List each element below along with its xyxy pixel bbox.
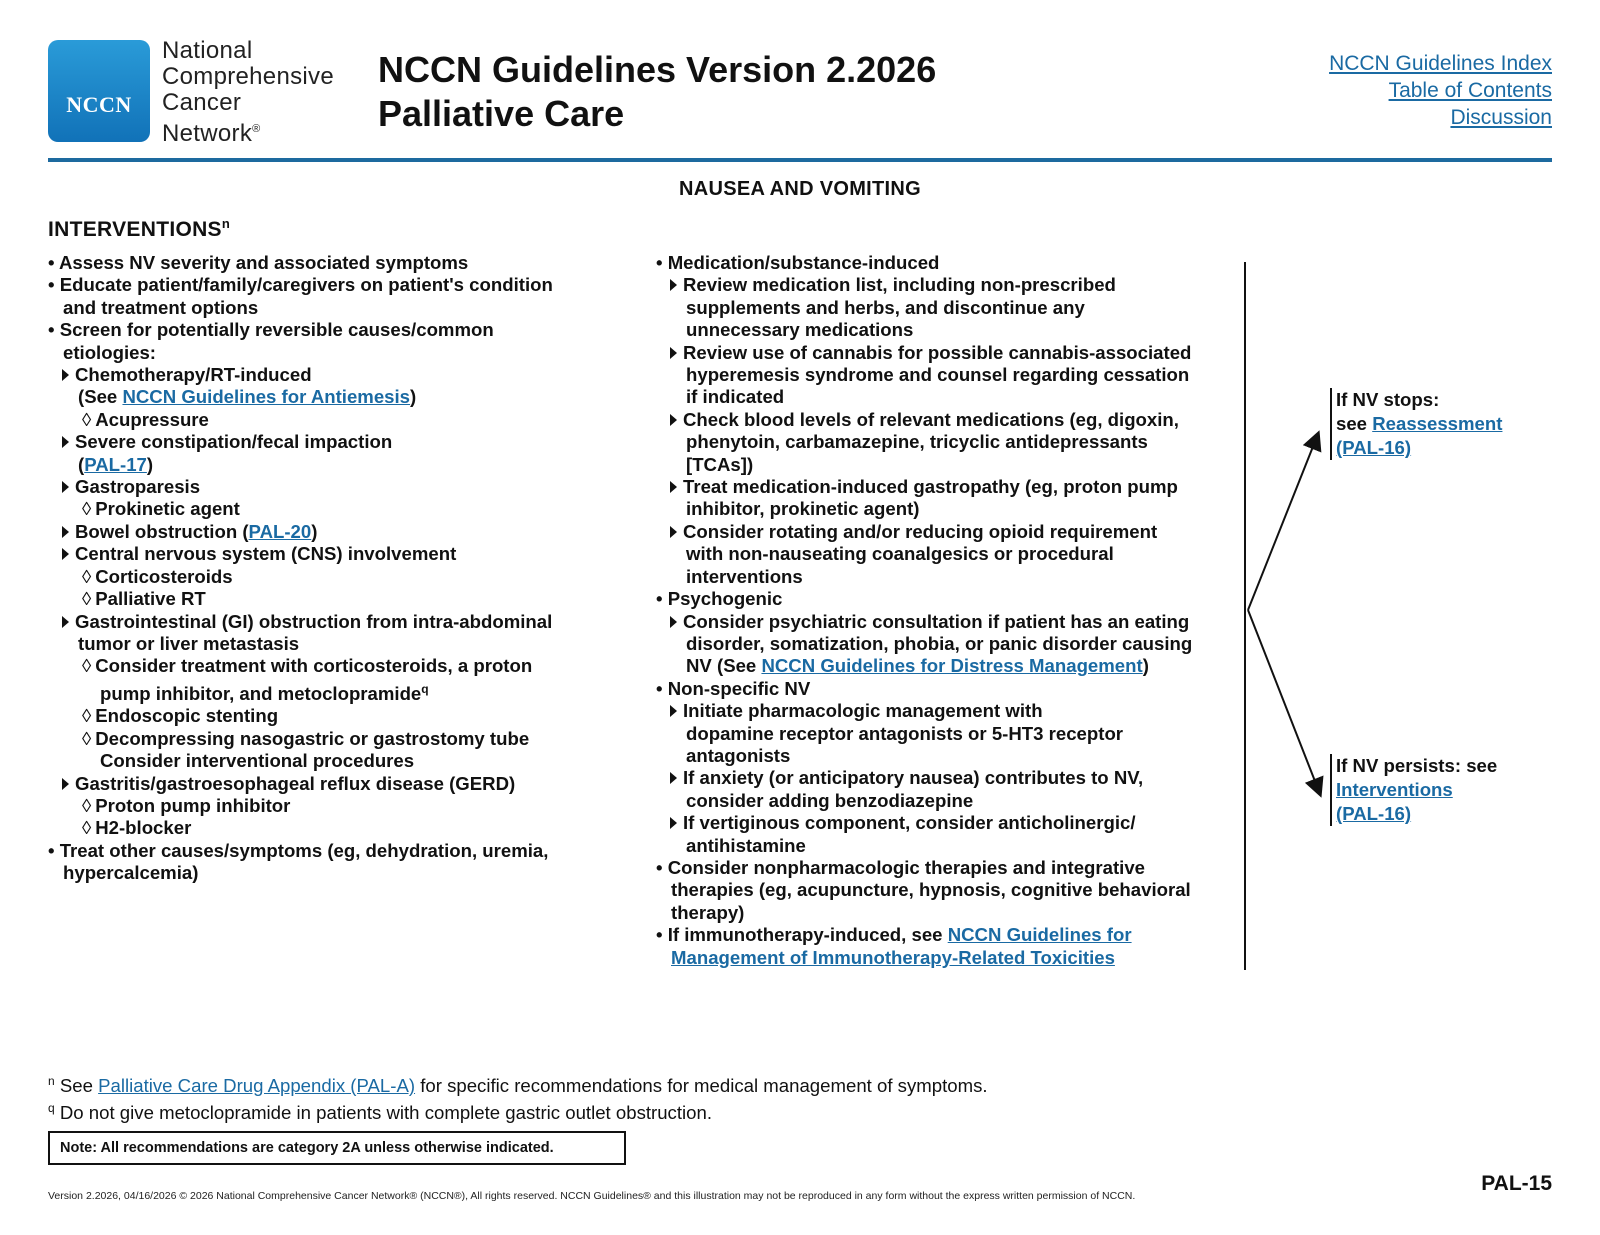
diamond-bullet-icon: ◊ <box>82 565 92 587</box>
logo-line: Comprehensive <box>162 63 334 90</box>
triangle-bullet-icon <box>62 616 69 628</box>
list-item-cont <box>656 947 1192 969</box>
copyright: Version 2.2026, 04/16/2026 © 2026 National Comprehensive Cancer Network® (NCCN®), All rights reserved. NCCN Guidelines® and this illustration may not be reproduced in any form without the express written permission of NCCN. <box>48 1190 1136 1202</box>
page-id: PAL-15 <box>1481 1172 1552 1195</box>
sub-sub-item-text: H2-blocker <box>95 817 192 839</box>
sub-item <box>656 700 1192 722</box>
sub-item <box>656 521 1192 543</box>
diamond-bullet-icon: ◊ <box>82 817 92 839</box>
sub-item <box>48 431 553 453</box>
sub-item <box>48 773 553 795</box>
drug-appendix-link[interactable]: Palliative Care Drug Appendix (PAL-A) <box>98 1075 416 1097</box>
sub-item-text: Review use of cannabis for possible cannabis-associated <box>683 341 1192 363</box>
sub-item <box>656 812 1192 834</box>
sub-sub-item-text: Endoscopic stenting <box>95 705 279 727</box>
footnote-q <box>48 1097 988 1124</box>
sub-sub-item <box>48 588 553 610</box>
triangle-bullet-icon <box>62 369 69 381</box>
sub-item-cont: with non-nauseating coanalgesics or procedural <box>686 543 1114 565</box>
sub-sub-item <box>48 498 553 520</box>
diamond-bullet-icon: ◊ <box>82 408 92 430</box>
sub-item-cont: inhibitor, prokinetic agent) <box>686 498 920 520</box>
list-item: • Screen for potentially reversible causes/common <box>48 319 553 341</box>
sub-sub-item-text: Proton pump inhibitor <box>95 794 291 816</box>
sub-item-cont: consider adding benzodiazepine <box>686 789 974 811</box>
footnotes <box>48 1070 988 1124</box>
sub-item <box>48 611 553 633</box>
sub-sub-item-cont: Consider interventional procedures <box>100 750 415 772</box>
discussion-link[interactable]: Discussion <box>1450 106 1552 129</box>
section-title: NAUSEA AND VOMITING <box>679 178 921 200</box>
sub-item <box>48 364 553 386</box>
branch-arrows <box>1240 420 1340 820</box>
sub-item-text: Initiate pharmacologic management with <box>683 700 1043 722</box>
top-navigation <box>1329 50 1552 131</box>
sub-sub-item-text: Acupressure <box>95 408 209 430</box>
triangle-bullet-icon <box>62 481 69 493</box>
sub-item-cont: [TCAs]) <box>686 453 754 475</box>
middle-column <box>656 252 1192 969</box>
list-item-cont: therapies (eg, acupuncture, hypnosis, cognitive behavioral <box>671 879 1191 901</box>
sub-item-cont: disorder, somatization, phobia, or panic disorder causing <box>686 632 1193 654</box>
outcome-nv-stops <box>1330 388 1502 460</box>
diamond-bullet-icon: ◊ <box>82 498 92 520</box>
pal-17-link[interactable]: PAL-17 <box>84 453 147 475</box>
diamond-bullet-icon: ◊ <box>82 588 92 610</box>
diamond-bullet-icon: ◊ <box>82 655 92 677</box>
sub-item <box>656 274 1192 296</box>
sub-item-cont: phenytoin, carbamazepine, tricyclic antidepressants <box>686 431 1148 453</box>
list-item <box>656 924 1192 946</box>
list-item-cont: etiologies: <box>63 341 156 363</box>
reassessment-link[interactable]: Reassessment <box>1372 413 1503 434</box>
list-item: • Non-specific NV <box>656 678 1192 700</box>
sub-sub-item-text: Corticosteroids <box>95 565 233 587</box>
footnote-mark: n <box>48 1074 55 1088</box>
logo-line: Cancer <box>162 89 242 116</box>
list-item: • Consider nonpharmacologic therapies and integrative <box>656 857 1192 879</box>
text: ) <box>410 386 417 408</box>
list-item: • Medication/substance-induced <box>656 252 1192 274</box>
outcome-text: If NV stops: <box>1336 389 1440 410</box>
sub-item <box>48 521 553 543</box>
title-line-1: NCCN Guidelines Version 2.2026 <box>378 49 937 90</box>
pal-16-link[interactable]: (PAL-16) <box>1336 803 1412 824</box>
text: for specific recommendations for medical management of symptoms. <box>415 1075 988 1097</box>
triangle-bullet-icon <box>670 817 677 829</box>
sub-item-text: Bowel obstruction ( <box>75 520 249 542</box>
sub-item-text: Chemotherapy/RT-induced <box>75 364 312 386</box>
triangle-bullet-icon <box>62 548 69 560</box>
text: ) <box>146 453 154 475</box>
list-item: • Educate patient/family/caregivers on patient's condition <box>48 274 553 296</box>
sub-sub-item-text: Consider treatment with corticosteroids, a proton <box>95 655 533 677</box>
sub-sub-item-cont <box>48 678 553 706</box>
sub-item-cont: supplements and herbs, and discontinue any <box>686 296 1085 318</box>
list-item: • Psychogenic <box>656 588 1192 610</box>
list-item: • Treat other causes/symptoms (eg, dehydration, uremia, <box>48 840 553 862</box>
footnote-ref: n <box>221 216 231 231</box>
sub-item-cont: unnecessary medications <box>686 319 914 341</box>
sub-item <box>48 543 553 565</box>
triangle-bullet-icon <box>62 526 69 538</box>
guidelines-index-link[interactable]: NCCN Guidelines Index <box>1329 52 1552 75</box>
triangle-bullet-icon <box>670 481 677 493</box>
text: NV (See <box>686 655 762 677</box>
triangle-bullet-icon <box>670 616 677 628</box>
footnote-mark: q <box>48 1101 55 1116</box>
sub-item <box>656 409 1192 431</box>
text: ) <box>311 520 318 542</box>
logo-mark: NCCN <box>66 92 132 117</box>
immunotherapy-toxicities-link[interactable]: NCCN Guidelines for <box>947 924 1132 946</box>
pal-16-link[interactable]: (PAL-16) <box>1336 437 1412 458</box>
sub-item <box>656 342 1192 364</box>
sub-item-cont: antihistamine <box>686 834 806 856</box>
sub-sub-item-text: Prokinetic agent <box>95 498 240 520</box>
text: ( <box>78 453 85 475</box>
outcome-nv-persists <box>1330 754 1497 826</box>
sub-item-text: Gastroparesis <box>75 476 201 498</box>
triangle-bullet-icon <box>670 772 677 784</box>
sub-item <box>656 611 1192 633</box>
left-column <box>48 252 553 885</box>
sub-item-cont <box>48 386 553 408</box>
text: pump inhibitor, and metoclopramide <box>100 682 422 704</box>
sub-item-cont: tumor or liver metastasis <box>78 632 300 654</box>
text: If immunotherapy-induced, see <box>667 924 948 946</box>
logo-wordmark <box>162 38 334 147</box>
sub-item-cont: dopamine receptor antagonists or 5-HT3 receptor <box>686 722 1124 744</box>
footnote-n <box>48 1070 988 1097</box>
arrow-down <box>1248 610 1320 794</box>
sub-item <box>656 767 1192 789</box>
logo-line: National <box>162 37 253 64</box>
page-title <box>378 48 936 136</box>
sub-item-text: Severe constipation/fecal impaction <box>75 431 393 453</box>
triangle-bullet-icon <box>670 526 677 538</box>
list-item-cont: and treatment options <box>63 296 259 318</box>
outcome-text: If NV persists: see <box>1336 755 1498 776</box>
table-of-contents-link[interactable]: Table of Contents <box>1388 79 1552 102</box>
sub-sub-item-text: Palliative RT <box>95 588 206 610</box>
sub-item-text: Review medication list, including non-prescribed <box>683 274 1116 296</box>
sub-item-text: Central nervous system (CNS) involvement <box>75 543 457 565</box>
footnote-ref: q <box>421 681 429 696</box>
header-divider <box>48 158 1552 162</box>
triangle-bullet-icon <box>62 436 69 448</box>
text: ) <box>1142 655 1149 677</box>
sub-item-text: Treat medication-induced gastropathy (eg, proton pump <box>683 476 1178 498</box>
nccn-logo <box>48 40 150 142</box>
sub-item-cont <box>656 655 1192 677</box>
sub-sub-item <box>48 728 553 750</box>
sub-item <box>656 476 1192 498</box>
title-line-2: Palliative Care <box>378 93 625 134</box>
triangle-bullet-icon <box>670 279 677 291</box>
sub-item-text: Check blood levels of relevant medications (eg, digoxin, <box>683 408 1179 430</box>
interventions-heading <box>48 216 230 242</box>
interventions-link[interactable]: Interventions <box>1336 779 1453 800</box>
outcome-text: see <box>1336 413 1373 434</box>
sub-item-cont: antagonists <box>686 744 791 766</box>
sub-sub-item <box>48 795 553 817</box>
sub-item-cont: hyperemesis syndrome and counsel regarding cessation <box>686 364 1190 386</box>
registered-mark: ® <box>252 123 261 135</box>
sub-item-text: Consider psychiatric consultation if patient has an eating <box>683 610 1190 632</box>
immunotherapy-toxicities-link-cont[interactable]: Management of Immunotherapy-Related Toxicities <box>671 946 1115 968</box>
antiemesis-guidelines-link[interactable]: NCCN Guidelines for Antiemesis <box>122 386 411 408</box>
interventions-heading-text: INTERVENTIONS <box>48 218 222 241</box>
text: Do not give metoclopramide in patients with complete gastric outlet obstruction. <box>59 1102 713 1124</box>
arrow-up <box>1248 434 1318 610</box>
list-item-cont: hypercalcemia) <box>63 862 199 884</box>
sub-item-text: Gastrointestinal (GI) obstruction from intra-abdominal <box>75 610 553 632</box>
sub-sub-item <box>48 817 553 839</box>
sub-sub-item <box>48 655 553 677</box>
sub-item-text: If vertiginous component, consider anticholinergic/ <box>683 812 1136 834</box>
pal-20-link[interactable]: PAL-20 <box>248 520 312 542</box>
distress-management-guidelines-link[interactable]: NCCN Guidelines for Distress Management <box>761 655 1143 677</box>
sub-sub-item <box>48 409 553 431</box>
sub-item-cont: if indicated <box>686 386 785 408</box>
triangle-bullet-icon <box>62 778 69 790</box>
list-item: • Assess NV severity and associated symptoms <box>48 252 553 274</box>
sub-item-cont: interventions <box>686 565 803 587</box>
text: (See <box>78 386 123 408</box>
triangle-bullet-icon <box>670 347 677 359</box>
sub-item-cont <box>48 454 553 476</box>
category-note: Note: All recommendations are category 2A unless otherwise indicated. <box>48 1131 626 1165</box>
logo-line: Network <box>162 120 253 147</box>
sub-sub-item <box>48 705 553 727</box>
diamond-bullet-icon: ◊ <box>82 794 92 816</box>
diamond-bullet-icon: ◊ <box>82 705 92 727</box>
sub-item <box>48 476 553 498</box>
text: See <box>59 1075 99 1097</box>
sub-item-text: Gastritis/gastroesophageal reflux disease (GERD) <box>75 772 516 794</box>
sub-item-text: Consider rotating and/or reducing opioid requirement <box>683 520 1158 542</box>
sub-sub-item-text: Decompressing nasogastric or gastrostomy tube <box>95 727 530 749</box>
diamond-bullet-icon: ◊ <box>82 727 92 749</box>
sub-sub-item <box>48 566 553 588</box>
triangle-bullet-icon <box>670 414 677 426</box>
triangle-bullet-icon <box>670 705 677 717</box>
list-item-cont: therapy) <box>671 901 745 923</box>
sub-item-text: If anxiety (or anticipatory nausea) contributes to NV, <box>683 767 1144 789</box>
